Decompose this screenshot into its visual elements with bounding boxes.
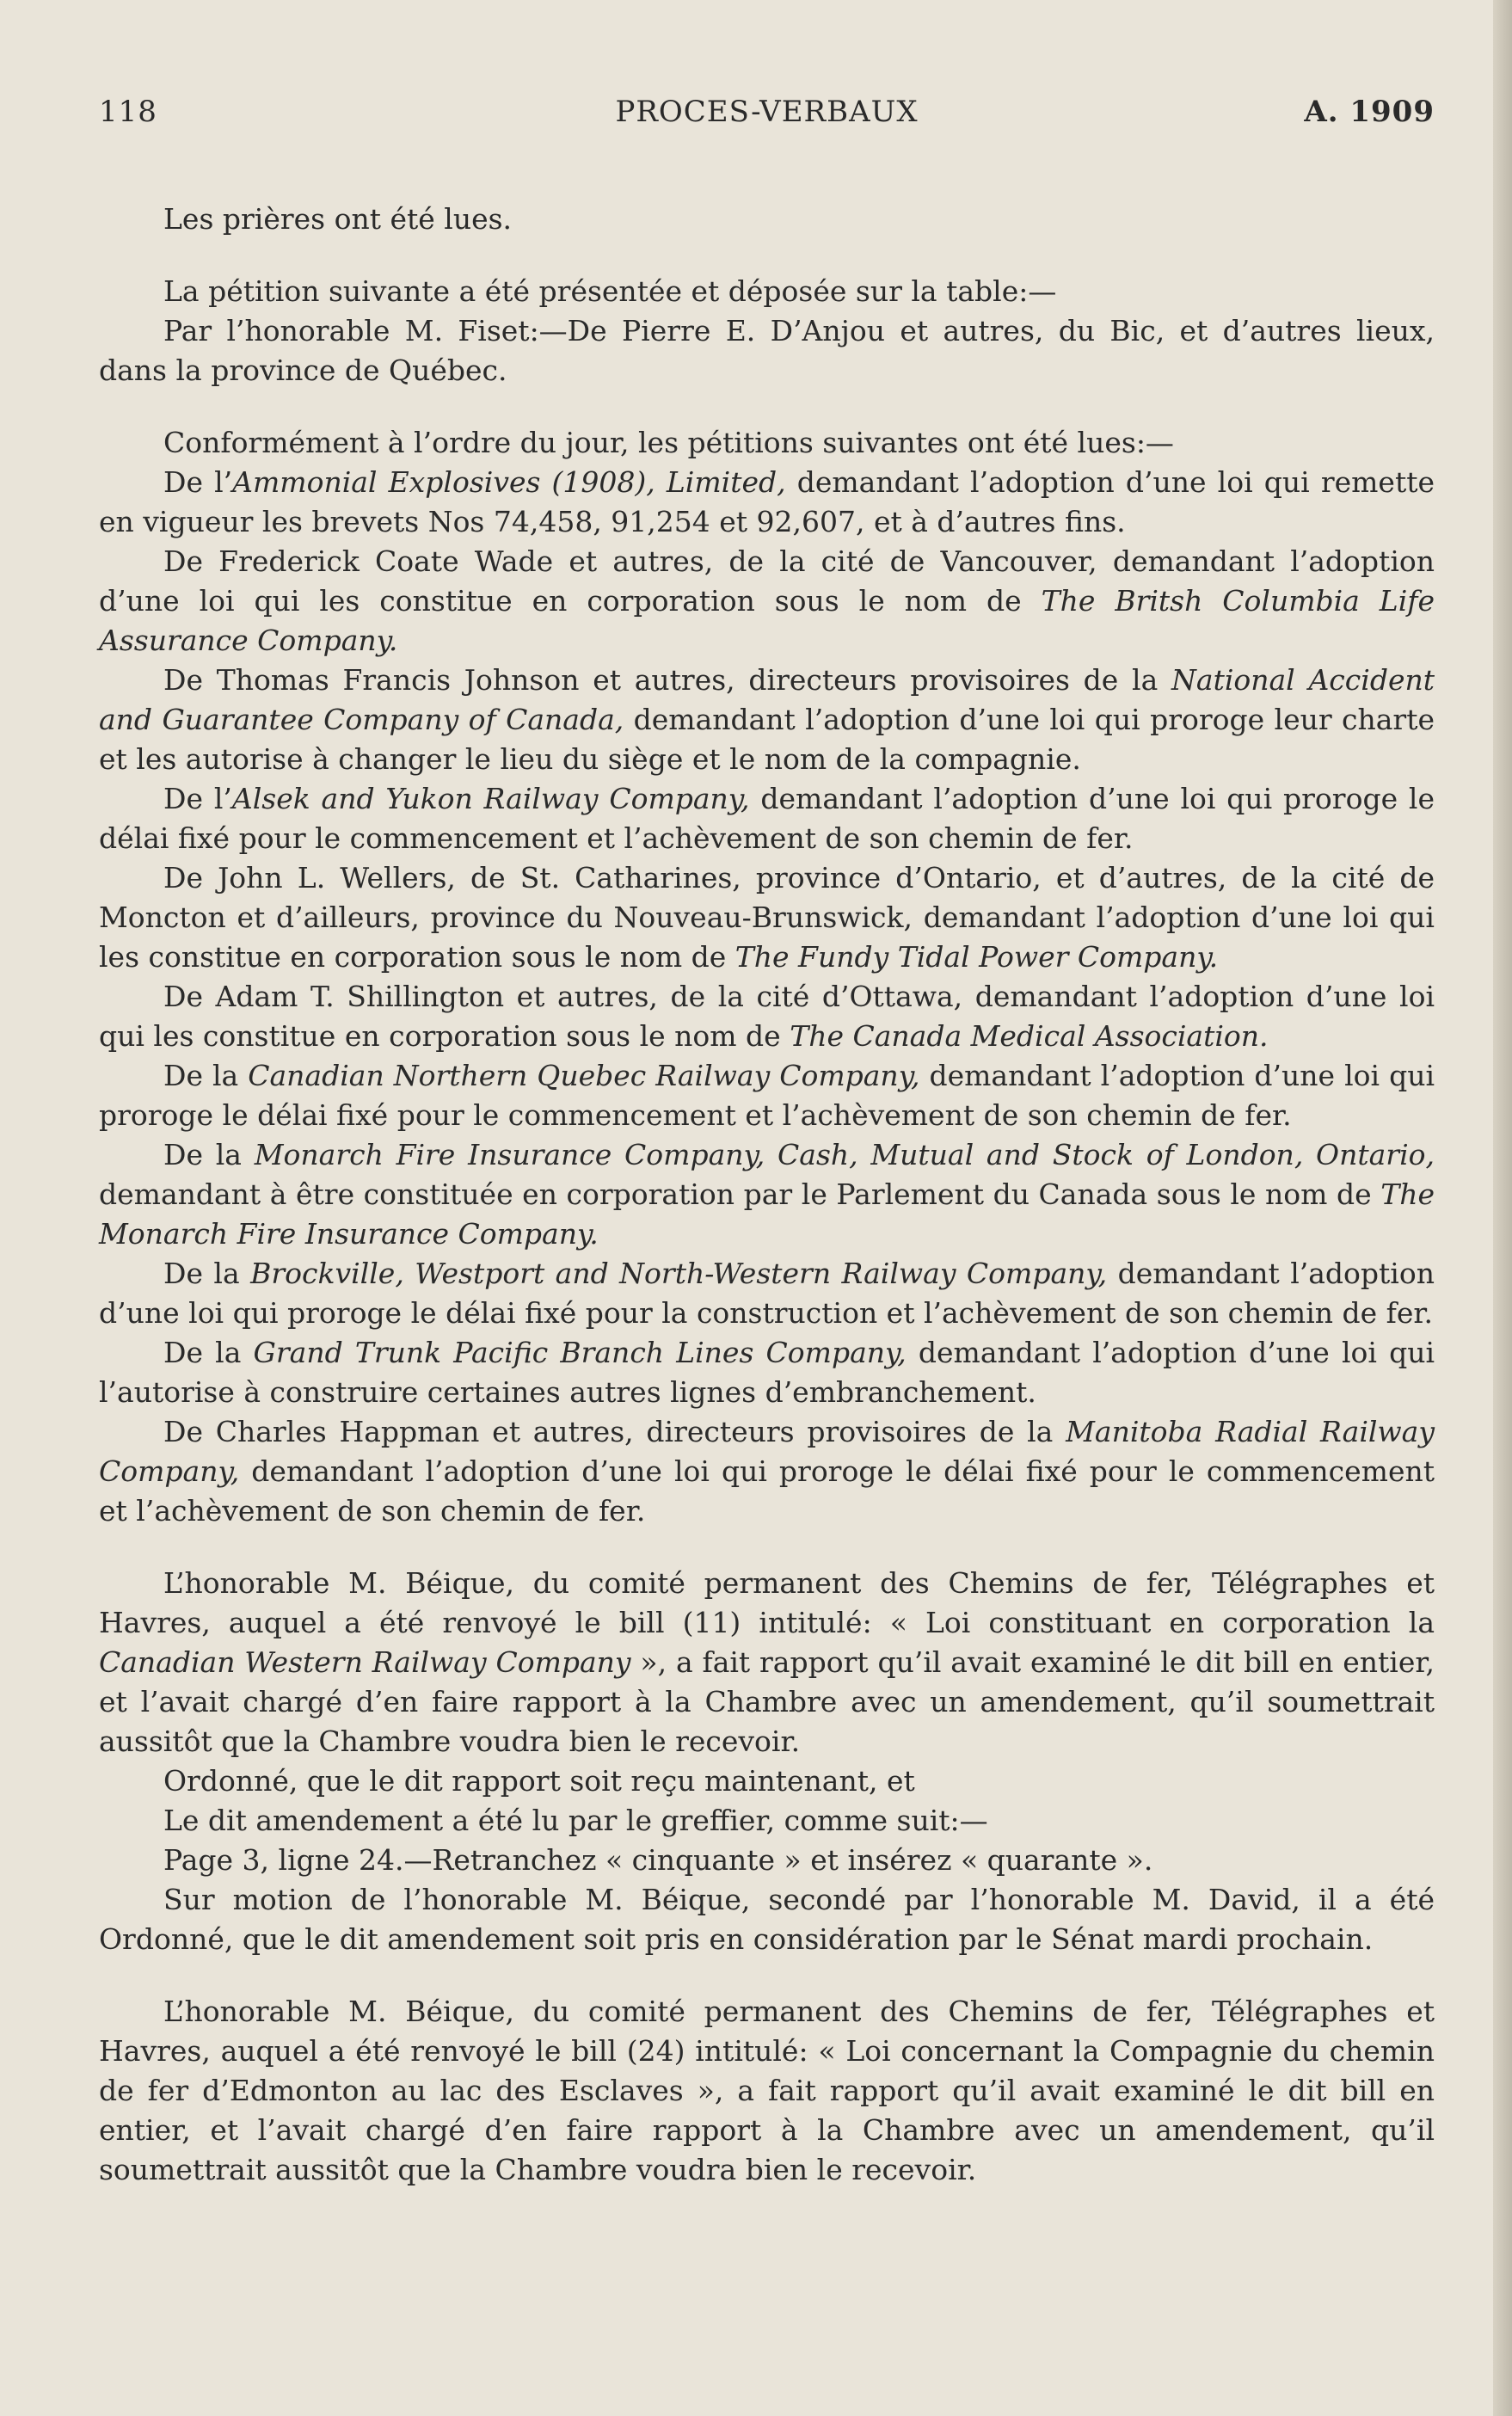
paragraph-text: demandant l’adoption d’une loi qui proroge le délai fixé pour le commencement et l’achèvement de son chemin de fer. xyxy=(99,1059,1435,1132)
paragraph xyxy=(99,1801,1435,1841)
paragraph xyxy=(99,272,1435,311)
running-title: PROCES-VERBAUX xyxy=(615,95,919,129)
paragraph xyxy=(99,779,1435,858)
paragraph xyxy=(99,200,1435,239)
italic-name: The Monarch Fire Insurance Company. xyxy=(99,1177,1435,1251)
paragraph-text: La pétition suivante a été présentée et déposée sur la table:— xyxy=(163,274,1057,308)
paragraph xyxy=(99,1056,1435,1135)
paragraph-text: demandant l’adoption d’une loi qui proroge leur charte et les autorise à changer le lieu du siège et le nom de la compagnie. xyxy=(99,703,1435,776)
paragraph-text: Par l’honorable M. Fiset:—De Pierre E. D’Anjou et autres, du Bic, et d’autres lieux, dans la province de Québec. xyxy=(99,314,1435,387)
italic-name: The Fundy Tidal Power Company. xyxy=(734,940,1219,974)
paragraph-text: demandant à être constituée en corporation par le Parlement du Canada sous le nom de xyxy=(99,1177,1381,1211)
paragraph-text: De la xyxy=(163,1059,249,1092)
paragraph xyxy=(99,1564,1435,1761)
paragraph-text: demandant l’adoption d’une loi qui proroge le délai fixé pour la construction et l’achèvement de son chemin de fer. xyxy=(99,1257,1435,1330)
italic-name: National Accident and Guarantee Company of Canada, xyxy=(99,663,1435,736)
italic-name: Manitoba Radial Railway Company, xyxy=(99,1415,1435,1488)
paragraph-text: De l’ xyxy=(163,465,233,499)
paragraph-text: demandant l’adoption d’une loi qui proroge le délai fixé pour le commencement et l’achèvement de son chemin de fer. xyxy=(99,782,1435,855)
session-year: A. 1909 xyxy=(1304,95,1435,129)
paragraph xyxy=(99,463,1435,542)
paragraph-text: Les prières ont été lues. xyxy=(163,202,513,236)
paragraph xyxy=(99,977,1435,1056)
paragraph xyxy=(99,1135,1435,1254)
paragraph-text: Ordonné, que le dit rapport soit reçu maintenant, et xyxy=(163,1764,915,1798)
italic-name: Ammonial Explosives (1908), Limited, xyxy=(232,465,786,499)
paragraph xyxy=(99,423,1435,463)
paragraph-text: Le dit amendement a été lu par le greffier, comme suit:— xyxy=(163,1804,988,1837)
paragraph-text: Sur motion de l’honorable M. Béique, secondé par l’honorable M. David, il a été Ordonné, que le dit amendement soit pris en considération par le Sénat mardi prochain. xyxy=(99,1883,1435,1956)
paragraph-text: De Charles Happman et autres, directeurs provisoires de la xyxy=(163,1415,1066,1448)
paragraph-text: L’honorable M. Béique, du comité permanent des Chemins de fer, Télégraphes et Havres, auquel a été renvoyé le bill (11) intitulé: « Loi constituant en corporation la xyxy=(99,1566,1435,1639)
paragraph-text: De Frederick Coate Wade et autres, de la cité de Vancouver, demandant l’adoption d’une loi qui les constitue en corporation sous le nom de xyxy=(99,544,1435,618)
paragraph xyxy=(99,1761,1435,1801)
page-number: 118 xyxy=(99,95,157,129)
italic-name: The Britsh Columbia Life Assurance Company. xyxy=(99,584,1435,657)
paragraph-text: De Thomas Francis Johnson et autres, directeurs provisoires de la xyxy=(163,663,1172,697)
paragraph-text: demandant l’adoption d’une loi qui l’autorise à construire certaines autres lignes d’embranchement. xyxy=(99,1336,1435,1409)
paragraph-text: », a fait rapport qu’il avait examiné le dit bill en entier, et l’avait chargé d’en faire rapport à la Chambre avec un amendement, qu’il soumettrait aussitôt que la Chambre voudra bien le recevoir. xyxy=(99,1645,1435,1758)
italic-name: Canadian Western Railway Company xyxy=(99,1645,631,1679)
paragraph-text: Conformément à l’ordre du jour, les pétitions suivantes ont été lues:— xyxy=(163,426,1174,459)
paragraph-text: De l’ xyxy=(163,782,232,815)
page-edge xyxy=(1493,0,1512,2416)
paragraph xyxy=(99,661,1435,779)
paragraph xyxy=(99,1880,1435,1959)
paragraph xyxy=(99,311,1435,390)
italic-name: Canadian Northern Quebec Railway Company, xyxy=(248,1059,920,1092)
italic-name: Alsek and Yukon Railway Company, xyxy=(231,782,750,815)
paragraph xyxy=(99,1841,1435,1880)
paragraph xyxy=(99,1333,1435,1412)
paragraph-text: De Adam T. Shillington et autres, de la cité d’Ottawa, demandant l’adoption d’une loi qui les constitue en corporation sous le nom de xyxy=(99,980,1435,1053)
paragraph xyxy=(99,1412,1435,1531)
paragraph-text: demandant l’adoption d’une loi qui remette en vigueur les brevets Nos 74,458, 91,254 et 92,607, et à d’autres fins. xyxy=(99,465,1435,538)
paragraph-text: De la xyxy=(163,1138,255,1171)
paragraph xyxy=(99,542,1435,661)
paragraph-text: L’honorable M. Béique, du comité permanent des Chemins de fer, Télégraphes et Havres, auquel a été renvoyé le bill (24) intitulé: « Loi concernant la Compagnie du chemin de fer d’Edmonton au lac des Esclaves », a fait rapport qu’il avait examiné le dit bill en entier, et l’avait chargé d’en faire rapport à la Chambre avec un amendement, qu’il soumettrait aussitôt que la Chambre voudra bien le recevoir. xyxy=(99,1995,1435,2186)
paragraph-text: De John L. Wellers, de St. Catharines, province d’Ontario, et d’autres, de la cité de Moncton et d’ailleurs, province du Nouveau-Brunswick, demandant l’adoption d’une loi qui les constitue en corporation sous le nom de xyxy=(99,861,1435,974)
paragraph-text: Page 3, ligne 24.—Retranchez « cinquante » et insérez « quarante ». xyxy=(163,1843,1153,1877)
italic-name: Grand Trunk Pacific Branch Lines Company, xyxy=(253,1336,907,1369)
paragraph xyxy=(99,1254,1435,1333)
paragraph-text: demandant l’adoption d’une loi qui proroge le délai fixé pour le commencement et l’achèvement de son chemin de fer. xyxy=(99,1454,1435,1528)
italic-name: Monarch Fire Insurance Company, Cash, Mutual and Stock of London, Ontario, xyxy=(254,1138,1435,1171)
paragraph-text: De la xyxy=(163,1257,251,1290)
paragraph xyxy=(99,1992,1435,2190)
document-body xyxy=(99,200,1435,2190)
paragraph xyxy=(99,858,1435,977)
paragraph-text: De la xyxy=(163,1336,254,1369)
italic-name: Brockville, Westport and North-Western Railway Company, xyxy=(250,1257,1108,1290)
italic-name: The Canada Medical Association. xyxy=(790,1019,1269,1053)
page-header xyxy=(99,95,1435,146)
